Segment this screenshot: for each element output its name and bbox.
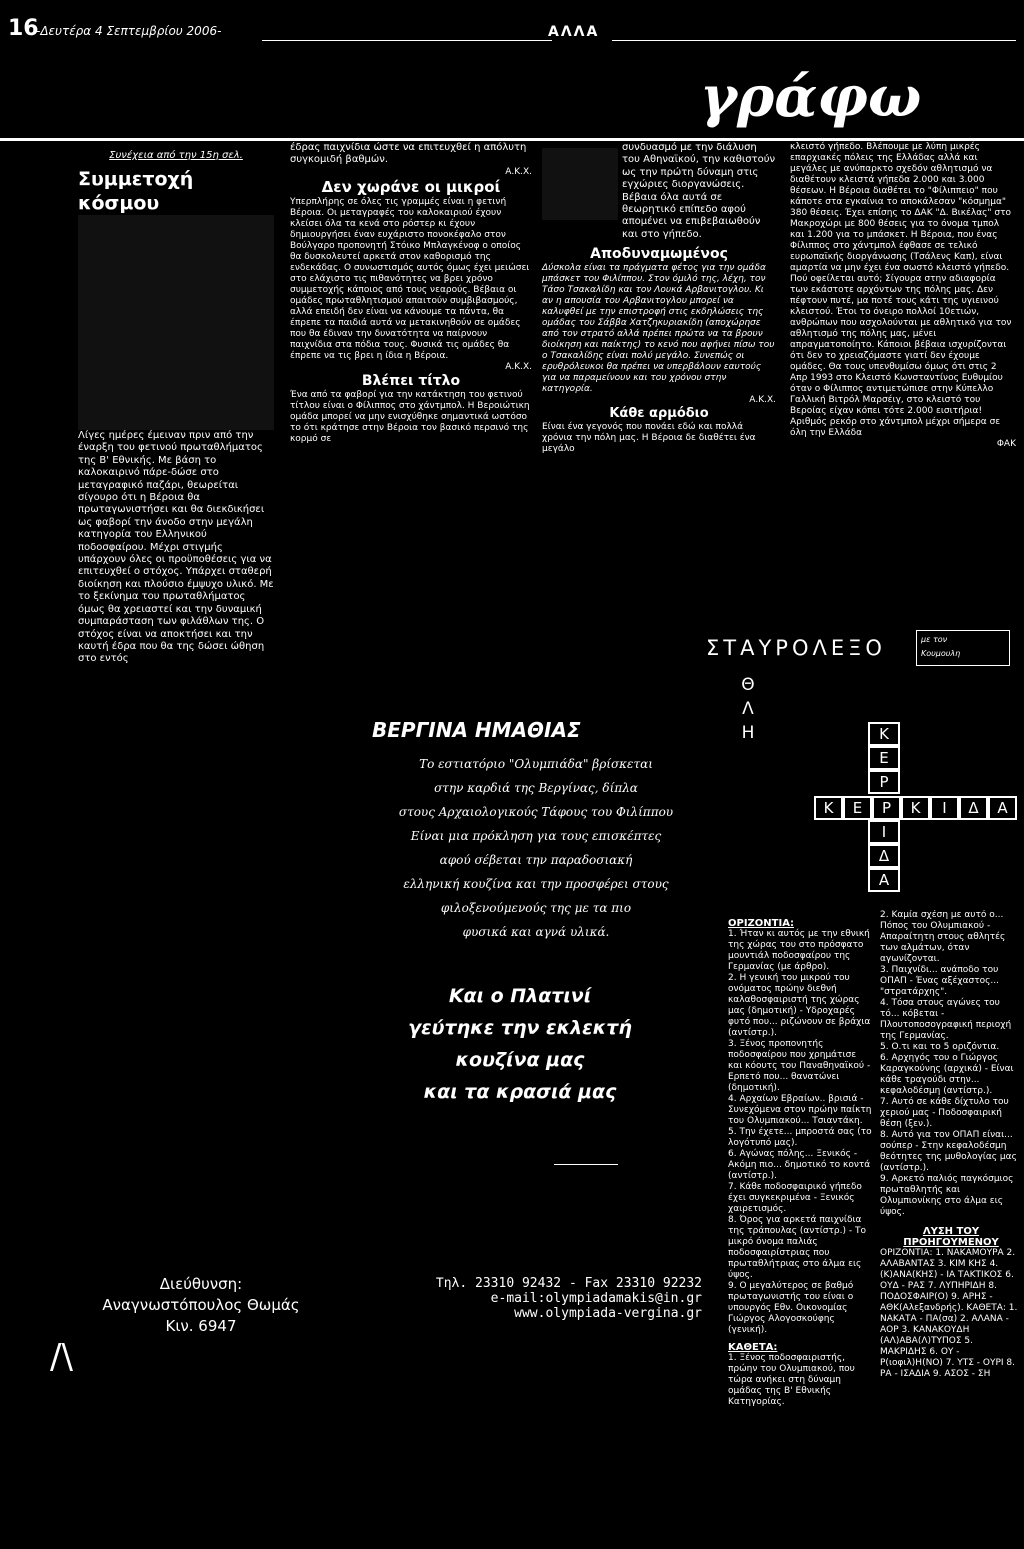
author-line: με τον bbox=[921, 635, 948, 644]
contact-website[interactable]: www.olympiada-vergina.gr bbox=[514, 1306, 702, 1321]
grid-cell[interactable]: Ε bbox=[868, 746, 900, 770]
ad-line: φυσικά και αγνά υλικά. bbox=[462, 925, 610, 939]
ad-line: στους Αρχαιολογικούς Τάφους του Φιλίππου bbox=[398, 805, 674, 819]
contact-email[interactable]: e-mail:olympiadamakis@in.gr bbox=[490, 1291, 702, 1306]
clue-item: 8. Όρος για αρκετά παιχνίδια της τράπουλας (αντίστρ.) - Το μικρό όνομα παλιάς ποδοσφαιρίστριας που πρωταθλήτριας στο άλμα εις ύψος. bbox=[728, 1215, 866, 1280]
clue-item: 4. Τόσα στους αγώνες του τό... κόβεται - Πλουτοποσογραφική περιοχή της Γερμανίας. bbox=[880, 998, 1012, 1041]
grid-letter: Θ bbox=[741, 675, 755, 695]
grid-cell[interactable]: Ρ bbox=[868, 770, 900, 794]
clue-item: 2. Καμία σχέση με αυτό ο... Πόπος του Ολυμπιακού - Απαραίτητη στους αθλητές των αλμάτων, όταν αγωνίζονται. bbox=[880, 910, 1006, 964]
grid-cell[interactable]: Δ bbox=[959, 796, 988, 820]
author-line: Κουμουλη bbox=[921, 649, 961, 658]
address-label: Διεύθυνση: bbox=[159, 1275, 243, 1293]
grid-cell[interactable]: Δ bbox=[868, 844, 900, 868]
grid-cell[interactable]: Ι bbox=[930, 796, 959, 820]
clue-item: 3. Ξένος προπονητής ποδοσφαίρου που χρημάτισε και κόουτς του Παναθηναϊκού - Ερπετό που... θανατώνει (δημοτική). bbox=[728, 1039, 871, 1093]
crossword-grid-row bbox=[814, 796, 1024, 820]
article-body: Υπερπλήρης σε όλες τις γραμμές είναι η φετινή Βέροια. Οι μεταγραφές του καλοκαιριού έχουν κλείσει όλα τα κενά στο ρόστερ κι έχουν δημιουργήσει έναν ευχάριστο πονοκέφαλο στον Βούλγαρο προπονητή Στόικο Μπλαγκένοφ ο οποίος θα δυσκολευτεί αρκετά στον καθορισμό της ενδεκάδας. Ο συνωστισμός αυτός όμως έχει μειώσει στο ελάχιστο τις πιθανότητες να βρει χρόνο συμμετοχής κάποιος από τους νεαρούς. Βέβαια οι ομάδες πρωταθλητισμού απαιτούν συμβιβασμούς, αλλά επειδή δεν είναι να κάνουμε τα πάντα, θα έπρεπε τα παιδιά αυτά να μετακινηθούν σε ομάδες που θα έδιναν την δυνατότητα να παίρνουν παιχνίδια στα πόδια τους. Φυσικά τις ομάδες θα έπρεπε να τις βρει η ίδια η Βέροια. bbox=[290, 196, 530, 361]
ad-slogan bbox=[380, 980, 660, 1108]
crossword-horizontal-clues bbox=[728, 918, 872, 1546]
column-3 bbox=[542, 142, 776, 612]
address-phone: Κιν. 6947 bbox=[165, 1317, 237, 1335]
signature: Α.Κ.Χ. bbox=[505, 361, 532, 372]
clue-item: 7. Αυτό σε κάθε δίχτυλο του χεριού μας - Ποδοσφαιρική θέση (ξεν.). bbox=[880, 1097, 1009, 1129]
issue-date: -Δευτέρα 4 Σεπτεμβρίου 2006- bbox=[36, 24, 222, 38]
crossword-title: ΣΤΑΥΡΟΛΕΞΟ bbox=[706, 636, 886, 660]
column-4 bbox=[790, 142, 1016, 612]
clues-heading: ΚΑΘΕΤΑ: bbox=[728, 1342, 778, 1353]
grid-cell[interactable]: Κ bbox=[814, 796, 843, 820]
masthead-small: ΑΛΛΑ bbox=[548, 24, 600, 40]
article-intro: συνδυασμό με την διάλυση του Αθηναϊκού, την καθιστούν ως την πρώτη δύναμη στις εγχώριες διοργανώσεις. Βέβαια όλα αυτά σε θεωρητικό επίπεδο αφού απομένει να επιβεβαιωθούν και στο γήπεδο. bbox=[622, 142, 776, 240]
masthead-title: γράφω bbox=[700, 64, 922, 130]
article-body: Δύσκολα είναι τα πράγματα φέτος για την ομάδα μπάσκετ του Φιλίππου. Στον όμιλό της, λέχη, τον Τάσο Τσακαλίδη και τον Λουκά Αρβανιτογλου. Κι αν η απουσία του Αρβανιτογλου μπορεί να καλυφθεί με την επιστροφή στις εκδηλώσεις της ομάδας του Σάββα Χατζηκυριακίδη (αποχώρησε από τον στρατό αλλά πρέπει πρώτα να τα βρουν διοίκηση και παίκτης) το κενό που αφήνει πίσω του ο Τσακαλίδης είναι πολύ μεγάλο. Συνεπώς οι ερυθρόλευκοι θα πρέπει να υπερβάλουν εαυτούς για να παραμείνουν και του χρόνου στην κατηγορία. bbox=[542, 263, 775, 395]
clue-item: 9. Ο μεγαλύτερος σε βαθμό πρωταγωνιστής του είναι ο υπουργός Εθν. Οικονομίας Γιώργος Αλογοσκούφης (γενική). bbox=[728, 1281, 854, 1335]
header-rule bbox=[262, 40, 552, 41]
continued-link[interactable]: Συνέχεια από την 15η σελ. bbox=[109, 150, 243, 161]
article-photo bbox=[78, 215, 274, 430]
slogan-line: και τα κρασιά μας bbox=[423, 1081, 617, 1103]
grid-letter: Λ bbox=[742, 699, 754, 719]
article-heading: Βλέπει τίτλο bbox=[361, 372, 461, 389]
clue-item: 7. Κάθε ποδοσφαιρικό γήπεδο έχει συγκεκριμένα - Ξενικός χαιρετισμός. bbox=[728, 1182, 862, 1214]
ad-line: Είναι μια πρόκληση για τους επισκέπτες bbox=[410, 829, 662, 843]
header-rule-right bbox=[612, 40, 1016, 41]
clue-item: 6. Αγώνας πόλης... Ξενικός - Ακόμη πιο... δημοτικό το κοντά (αντίστρ.). bbox=[728, 1149, 871, 1181]
grid-cell[interactable]: Ρ bbox=[872, 796, 901, 820]
solution-text: ΟΡΙΖΟΝΤΙΑ: 1. ΝΑΚΑΜΟΥΡΑ 2. ΑΛΑΒΑΝΤΑΣ 3. ΚΙΜ ΚΗΣ 4. (Κ)ΑΝΑ(ΚΗΣ) - ΙΑ ΤΑΚΤΙΚΟΣ 6. ΟΥΔ - ΡΑΣ 7. ΛΥΠΗΡΙΔΗ 8. ΠΟΔΟΣΦΑΙΡ(Ο) 9. ΑΡΗΣ - ΑΘΚ(Αλεξανδρής). ΚΑΘΕΤΑ: 1. ΝΑΚΑΤΑ - ΠΑ(σα) 2. ΑΛΑΝΑ - ΑΟΡ 3. ΚΑΝΑΚΟΥΔΗ (ΑΛ)ΑΒΑ(Λ)ΤΥΠΟΣ 5. ΜΑΚΡΙΔΗΣ 6. ΟΥ - Ρ(ιοφιλ)Η(ΝΟ) 7. ΥΤΣ - ΟΥΡΙ 8. ΡΑ - ΙΣΑΔΙΑ 9. ΑΣΟΣ - ΣΗ bbox=[880, 1248, 1018, 1379]
vergina-logo: /\ bbox=[50, 1337, 73, 1377]
article-body: Λίγες ημέρες έμειναν πριν από την έναρξη του φετινού πρωταθλήματος της Β' Εθνικής. Με βάση το καλοκαιρινό πάρε-δώσε στο μεταγραφικό παζάρι, θεωρείται σίγουρο ότι η Βέροια θα πρωταγωνιστήσει και θα διεκδικήσει ως φαβορί την άνοδο στην μεγάλη κατηγορία του Ελληνικού ποδοσφαίρου. Μέχρι στιγμής υπάρχουν όλες οι προϋποθέσεις για να επιτευχθεί ο στόχος. Υπάρχει σταθερή διοίκηση και πλούσιο έμψυχο υλικό. Με το ξεκίνημα του πρωταθλήματος όμως θα χρειαστεί και την δυναμική συμπαράσταση των φιλάθλων της. Ο στόχος είναι να αποκτήσει και την καυτή έδρα που θα της δώσει ώθηση στο εντός bbox=[78, 430, 274, 665]
grid-cell[interactable]: Κ bbox=[901, 796, 930, 820]
article-body: κλειστό γήπεδο. Βλέπουμε με λύπη μικρές επαρχιακές πόλεις της Ελλάδας αλλά και μεγάλες με ανύπαρκτο σχεδόν αθλητισμό να διαθέτουν κλειστά γήπεδα 2.000 και 3.000 θέσεων. Η Βέροια διαθέτει το "Φίλιππειο" που κάποτε στα εγκαίνια το αποκάλεσαν "κόσμημα" 380 θέσεις. Έχει επίσης το ΔΑΚ "Δ. Βικέλας" στο Μακροχώρι με 800 θέσεις για το όνομα τμπολ και 1.200 για το μπάσκετ. Η Βέροια, που ένας Φίλιππος στο χάντμπολ έφθασε σε τελικό ευρωπαϊκής διοργάνωσης (Τσάλενς Καπ), είναι αμαρτία να μην έχει ένα σωστό κλειστό γήπεδο. Πού οφείλεται αυτό; Σίγουρα στην αδιαφορία των εκάστοτε αρχόντων της πόλης μας. Δεν πέφτουν πυτέ, μα ποτέ τους κάτι της υγιεινού κλειστού. Έτοι το όνειρο πολλοί 10ετιών, ανθρώπων που ασχολούνται με αθλητικό για τον αθλητισμό της πόλης μας, μένει απραγματοποίητο. Κάποιοι βέβαια ισχυρίζονται ότι δεν το χρειαζόμαστε γιατί δεν έχουμε ομάδες. Θα τους υπενθυμίσω όμως ότι στις 2 Απρ 1993 στο Κλειστό Κωνσταντίνος Ευθυμίου όταν ο Φίλιππος αντιμετώπισε στην Κύπελλο Γαλλική Βιτρόλ Μαρσέιγ, στο κλειστό του Βεροίας είχαν κόπει τότε 2.000 εισιτήρια! Αριθμός ρεκόρ στο χάντμπολ μέχρι σήμερα σε όλη την Ελλάδα bbox=[790, 142, 1012, 438]
address-name: Αναγνωστόπουλος Θωμάς bbox=[102, 1296, 300, 1314]
masthead-underline bbox=[0, 138, 1024, 141]
clue-item: 1. Ήταν κι αυτός με την εθνική της χώρας του στο πρόσφατο μουντιάλ ποδοσφαίρου της Γερμανίας (με άρθρο). bbox=[728, 929, 870, 972]
crossword-grid-column bbox=[868, 722, 904, 794]
article-body: Είναι ένα γεγονός που πονάει εδώ και πολλά χρόνια την πόλη μας. Η Βέροια δε διαθέτει ένα μεγάλο bbox=[542, 422, 756, 455]
column-1 bbox=[78, 142, 274, 665]
grid-cell[interactable]: Ε bbox=[843, 796, 872, 820]
slogan-line: γεύτηκε την εκλεκτή bbox=[408, 1017, 632, 1039]
grid-cell[interactable]: Κ bbox=[868, 722, 900, 746]
restaurant-ad bbox=[0, 620, 700, 1549]
clue-item: 6. Αρχηγός του ο Γιώργος Καραγκούνης (αρχικά) - Είναι κάθε τραγούδι στην... κεφαλοδέσμη (αντίστρ.). bbox=[880, 1053, 1014, 1096]
page-number: 16 bbox=[8, 16, 39, 41]
signature: ΦΑΚ bbox=[996, 439, 1016, 449]
article-heading: Κάθε αρμόδιο bbox=[609, 406, 709, 422]
grid-cell[interactable]: Ι bbox=[868, 820, 900, 844]
grid-cell[interactable]: Α bbox=[988, 796, 1017, 820]
clue-item: 8. Αυτό για τον ΟΠΑΠ είναι... σούπερ - Στην κεφαλοδέσμη θεότητες της μυθολογίας μας (αντίστρ.). bbox=[880, 1130, 1017, 1173]
clue-item: 5. Ο.τι και το 5 οριζόντια. bbox=[880, 1042, 1000, 1052]
clue-item: 9. Αρκετό παλιός παγκόσμιος πρωταθλητής και Ολυμπιονίκης στο άλμα εις ύψος. bbox=[880, 1174, 1014, 1217]
article-title: Συμμετοχή κόσμου bbox=[78, 168, 194, 214]
solution-heading: ΛΥΣΗ ΤΟΥ ΠΡΟΗΓΟΥΜΕΝΟΥ bbox=[903, 1226, 999, 1248]
ad-text bbox=[366, 752, 706, 944]
article-intro: έδρας παιχνίδια ώστε να επιτευχθεί η απόλυτη συγκομιδή βαθμών. bbox=[290, 142, 527, 166]
article-heading: Δεν χωράνε οι μικροί bbox=[321, 177, 501, 196]
clue-item: 1. Ξένος ποδοσφαιριστής, πρώην του Ολυμπιακού, που τώρα ανήκει στη δύναμη ομάδας της Β' Εθνικής Κατηγορίας. bbox=[728, 1353, 855, 1407]
ad-line: Το εστιατόριο "Ολυμπιάδα" βρίσκεται bbox=[419, 757, 653, 771]
signature: Α.Κ.Χ. bbox=[505, 166, 532, 177]
slogan-line: κουζίνα μας bbox=[455, 1049, 585, 1071]
clue-item: 2. Η γενική του μικρού του ονόματος πρώην διεθνή καλαθοσφαιριστή της χώρας μας (δημοτική) - Υδροχαρές φυτό που... ριζώνουν σε βράχια (αντίστρ.). bbox=[728, 973, 871, 1038]
slogan-line: Και ο Πλατινί bbox=[448, 985, 592, 1007]
signature: Α.Κ.Χ. bbox=[749, 395, 776, 406]
article-heading: Αποδυναμωμένος bbox=[590, 246, 728, 263]
ad-line: ελληνική κουζίνα και την προσφέρει στους bbox=[403, 877, 669, 891]
page-header bbox=[0, 0, 1024, 150]
ad-line: αφού σέβεται την παραδοσιακή bbox=[439, 853, 633, 867]
clues-heading: ΟΡΙΖΟΝΤΙΑ: bbox=[728, 918, 794, 929]
ad-line: φιλοξενούμενούς της με τα πιο bbox=[440, 901, 632, 915]
crossword-grid-tail bbox=[868, 820, 904, 892]
crossword-vertical-clues bbox=[880, 910, 1022, 1546]
ad-title: ΒΕΡΓΙΝΑ ΗΜΑΘΙΑΣ bbox=[372, 718, 581, 742]
ad-line: στην καρδιά της Βεργίνας, δίπλα bbox=[434, 781, 638, 795]
clue-item: 3. Παιχνίδι... ανάποδο του ΟΠΑΠ - Ένας αξέχαστος... "στρατάρχης". bbox=[880, 965, 1000, 997]
grid-cell[interactable]: Α bbox=[868, 868, 900, 892]
clue-item: 5. Την έχετε... μπροστά σας (το λογότυπό μας). bbox=[728, 1127, 872, 1148]
column-2 bbox=[290, 142, 532, 612]
contact-block bbox=[322, 1276, 702, 1321]
ad-rule bbox=[554, 1164, 618, 1165]
article-body: Ένα από τα φαβορί για την κατάκτηση του φετινού τίτλου είναι ο Φίλιππος στο χάντμπολ. Η Βεροιώτικη ομάδα μπορεί να μην ενισχύθηκε σημαντικά ωστόσο το ότι κράτησε στην Βέροια τον βασικό περσινό της κορμό σε bbox=[290, 389, 530, 444]
grid-letter: Η bbox=[741, 723, 755, 743]
contact-phone: Τηλ. 23310 92432 - Fax 23310 92232 bbox=[435, 1276, 702, 1291]
address-block bbox=[86, 1274, 316, 1337]
clue-item: 4. Αρχαίων Εβραίων.. βρισιά - Συνεχόμενα στον πρώην παίκτη του Ολυμπιακού... Τσιαντάκη. bbox=[728, 1094, 872, 1126]
crossword-vertical-letters bbox=[732, 673, 772, 745]
author-box bbox=[916, 630, 1010, 666]
